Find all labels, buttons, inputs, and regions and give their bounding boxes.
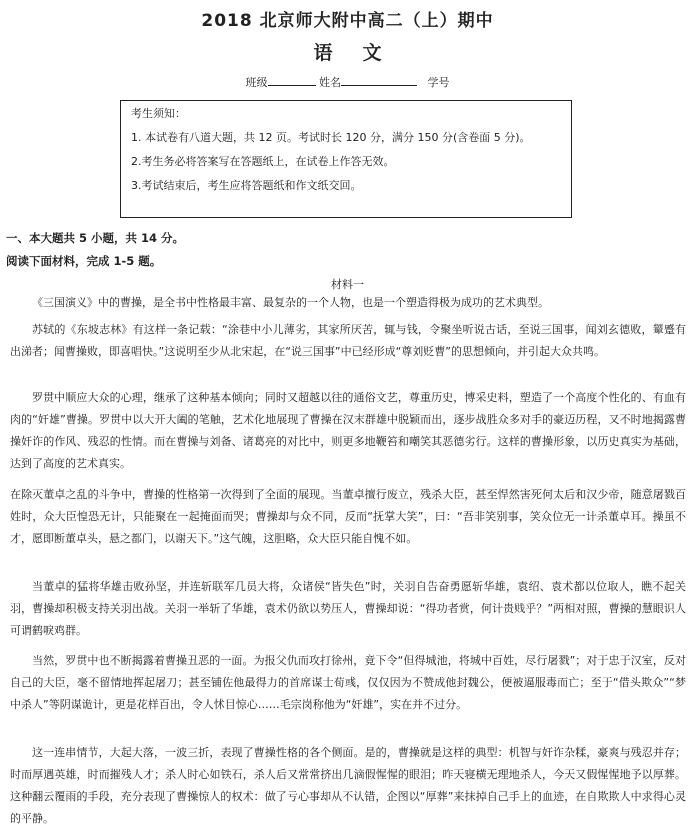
section-heading: 一、本大题共 5 小题，共 14 分。 bbox=[6, 231, 185, 245]
notice-heading: 考生须知： bbox=[131, 107, 186, 120]
material-paragraph: 这一连串情节，大起大落，一波三折，表现了曹操性格的各个侧面。是的，曹操就是这样的典型：机智与奸诈杂糅，豪爽与残忍并存；时而厚遇英雄，时而摧残人才；杀人时心如铁石，杀人后又常常挤出几滴假惺惺的眼泪；昨天寝横无理地杀人，今天又假惺惺地予以厚葬。这种翻云覆雨的手段，充分表现了曹操惊人的权术：做了亏心事却从不认错，企图以“厚葬”来抹掉自己手上的血迹，在自欺欺人中求得心灵的平静。 bbox=[10, 746, 686, 825]
exam-notice-box bbox=[120, 100, 572, 218]
material-title: 材料一 bbox=[331, 278, 364, 291]
material-paragraph: 当然，罗贯中也不断揭露着曹操丑恶的一面。为报父仇而攻打徐州，竟下令“但得城池，将城中百姓，尽行屠戮”；对于忠于汉室，反对自己的大臣，毫不留情地挥起屠刀；甚至铺佐他最得力的首席谋士荀彧，仅仅因为不赞成他封魏公，便被逼服毒而亡；至于“借头欺众”“梦中杀人”等阴谋诡计，更是花样百出，令人怵目惊心……毛宗岗称他为“奸雄”，实在并不过分。 bbox=[10, 654, 686, 711]
exam-title: 2018 北京师大附中高二（上）期中 bbox=[201, 11, 494, 31]
material-paragraph: 罗贯中顺应大众的心理，继承了这种基本倾向；同时又超越以往的通俗文艺，尊重历史，博采史料，塑造了一个高度个性化的、有血有肉的“奸雄”曹操。罗贯中以大开大阖的笔触，艺术化地展现了曹操在汉末群雄中脱颖而出，逐步战胜众多对手的豪迈历程，又不时地揭露曹操奸诈的作风、残忍的性情。而在曹操与刘备、诸葛亮的对比中，则更多地鞭笞和嘲笑其恶德劣行。这样的曹操形象，以历史真实为基础，达到了高度的艺术真实。 bbox=[10, 391, 686, 470]
material-paragraph: 当董卓的猛将华雄击败孙坚，并连斩联军几员大将，众诸侯“皆失色”时，关羽自告奋勇愿斩华雄，袁绍、袁术都以位取人，瞧不起关羽，曹操却积极支持关羽出战。关羽一举斩了华雄，袁术仍欲以势压人，曹操却说：“得功者赏，何计贵贱乎？”两相对照，曹操的慧眼识人可谓鹤唳鸡群。 bbox=[10, 580, 686, 637]
name-blank bbox=[341, 75, 417, 86]
notice-item: 3.考试结束后，考生应将答题纸和作文纸交回。 bbox=[131, 179, 362, 192]
material-paragraph: 《三国演义》中的曹操，是全书中性格最丰富、最复杂的一个人物，也是一个塑造得极为成功的艺术典型。 bbox=[32, 296, 549, 309]
material-paragraph: 在除灭董卓之乱的斗争中，曹操的性格第一次得到了全面的展现。当董卓擅行废立，残杀大臣，甚至悍然害死何太后和汉少帝，随意屠戮百姓时，众大臣惶恐无计，只能聚在一起掩面而哭；曹操却与众不同，反而“抚掌大笑”，曰：“吾非笑别事，笑众位无一计杀董卓耳。操虽不才，愿即断董卓头，悬之都门，以谢天下。”这气魄，这胆略，众大臣只能自愧不如。 bbox=[10, 488, 686, 545]
notice-item: 2.考生务必将答案写在答题纸上，在试卷上作答无效。 bbox=[131, 155, 395, 168]
name-label: 姓名 bbox=[319, 76, 341, 89]
student-info-line bbox=[0, 74, 695, 90]
section-instruction: 阅读下面材料，完成 1-5 题。 bbox=[6, 254, 162, 268]
material-paragraph: 苏轼的《东坡志林》有这样一条记载：“涂巷中小儿薄劣，其家所厌苦，辄与钱，令聚坐听说古话，至说三国事，闻刘玄德败，颦蹙有出涕者；闻曹操败，即喜唱快。”这说明至少从北宋起，在“说三国事”中已经形成“尊刘贬曹”的思想倾向，并引起大众共鸣。 bbox=[10, 323, 686, 358]
subject-title: 语文 bbox=[313, 42, 412, 64]
class-blank bbox=[268, 75, 316, 86]
notice-item: 1. 本试卷有八道大题，共 12 页。考试时长 120 分，满分 150 分(含卷面 5 分)。 bbox=[131, 131, 531, 144]
number-label: 学号 bbox=[427, 76, 450, 89]
class-label: 班级 bbox=[245, 76, 268, 89]
